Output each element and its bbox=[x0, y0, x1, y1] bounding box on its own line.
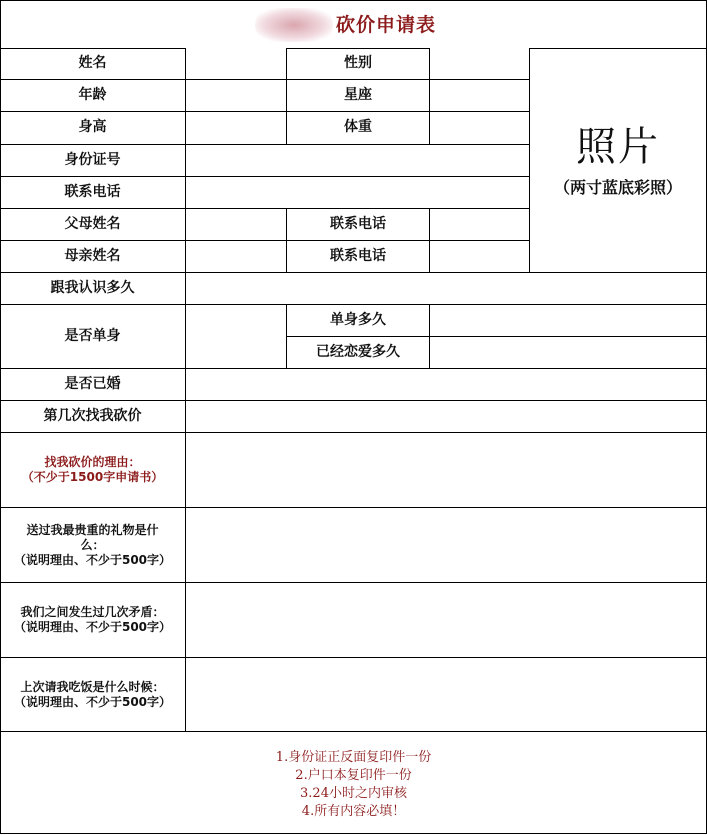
label-mother-phone: 联系电话 bbox=[287, 241, 430, 273]
label-conflict bbox=[0, 583, 186, 658]
label-phone: 联系电话 bbox=[0, 177, 186, 209]
label-single-how-long: 单身多久 bbox=[287, 305, 430, 337]
photo-title: 照片 bbox=[576, 124, 660, 170]
field-meal[interactable] bbox=[186, 658, 707, 732]
field-mother-phone[interactable] bbox=[430, 241, 530, 273]
field-age[interactable] bbox=[186, 80, 287, 112]
gift-note: （说明理由、不少于500字） bbox=[13, 552, 172, 567]
note-item: 4.所有内容必填！ bbox=[301, 804, 406, 819]
label-zodiac: 星座 bbox=[287, 80, 430, 112]
meal-note: （说明理由、不少于500字） bbox=[13, 694, 172, 709]
field-conflict[interactable] bbox=[186, 583, 707, 658]
field-dating-how-long[interactable] bbox=[430, 337, 707, 369]
label-how-long-known: 跟我认识多久 bbox=[0, 273, 186, 305]
field-is-married[interactable] bbox=[186, 369, 707, 401]
label-dating-how-long: 已经恋爱多久 bbox=[287, 337, 430, 369]
photo-box[interactable] bbox=[530, 48, 707, 273]
reason-title: 找我砍价的理由： bbox=[44, 455, 141, 469]
label-is-single: 是否单身 bbox=[0, 305, 186, 369]
note-item: 2.户口本复印件一份 bbox=[295, 768, 412, 783]
label-age: 年龄 bbox=[0, 80, 186, 112]
field-reason[interactable] bbox=[186, 433, 707, 508]
field-name[interactable] bbox=[186, 48, 287, 80]
label-which-time: 第几次找我砍价 bbox=[0, 401, 186, 433]
meal-title: 上次请我吃饭是什么时候： bbox=[20, 679, 165, 694]
field-zodiac[interactable] bbox=[430, 80, 530, 112]
photo-subtitle: （两寸蓝底彩照） bbox=[553, 178, 682, 197]
field-weight[interactable] bbox=[430, 112, 530, 145]
reason-note: （不少于1500字申请书） bbox=[21, 470, 164, 484]
field-is-single[interactable] bbox=[186, 305, 287, 369]
field-mother-name[interactable] bbox=[186, 241, 287, 273]
title-row bbox=[0, 0, 707, 49]
label-father-phone: 联系电话 bbox=[287, 209, 430, 241]
label-gender: 性别 bbox=[287, 48, 430, 80]
note-item: 3.24小时之内审核 bbox=[300, 786, 407, 801]
note-item: 1.身份证正反面复印件一份 bbox=[275, 750, 432, 765]
label-gift bbox=[0, 508, 186, 583]
gift-title-2: 么： bbox=[80, 537, 105, 552]
label-name: 姓名 bbox=[0, 48, 186, 80]
field-which-time[interactable] bbox=[186, 401, 707, 433]
requirements-notes bbox=[0, 732, 707, 835]
field-father-phone[interactable] bbox=[430, 209, 530, 241]
label-id-number: 身份证号 bbox=[0, 145, 186, 177]
label-mother-name: 母亲姓名 bbox=[0, 241, 186, 273]
field-gift[interactable] bbox=[186, 508, 707, 583]
label-weight: 体重 bbox=[287, 112, 430, 145]
label-father-name: 父母姓名 bbox=[0, 209, 186, 241]
field-single-how-long[interactable] bbox=[430, 305, 707, 337]
conflict-note: （说明理由、不少于500字） bbox=[13, 620, 172, 634]
form-title: 砍价申请表 bbox=[336, 14, 437, 36]
field-id-number[interactable] bbox=[186, 145, 530, 177]
field-height[interactable] bbox=[186, 112, 287, 145]
label-reason bbox=[0, 433, 186, 508]
field-phone[interactable] bbox=[186, 177, 530, 209]
field-how-long-known[interactable] bbox=[186, 273, 707, 305]
field-father-name[interactable] bbox=[186, 209, 287, 241]
stamp-smudge bbox=[255, 8, 333, 42]
label-is-married: 是否已婚 bbox=[0, 369, 186, 401]
field-gender[interactable] bbox=[430, 48, 530, 80]
label-height: 身高 bbox=[0, 112, 186, 145]
gift-title-1: 送过我最贵重的礼物是什 bbox=[26, 522, 159, 537]
conflict-title: 我们之间发生过几次矛盾： bbox=[20, 605, 165, 619]
label-meal bbox=[0, 658, 186, 732]
